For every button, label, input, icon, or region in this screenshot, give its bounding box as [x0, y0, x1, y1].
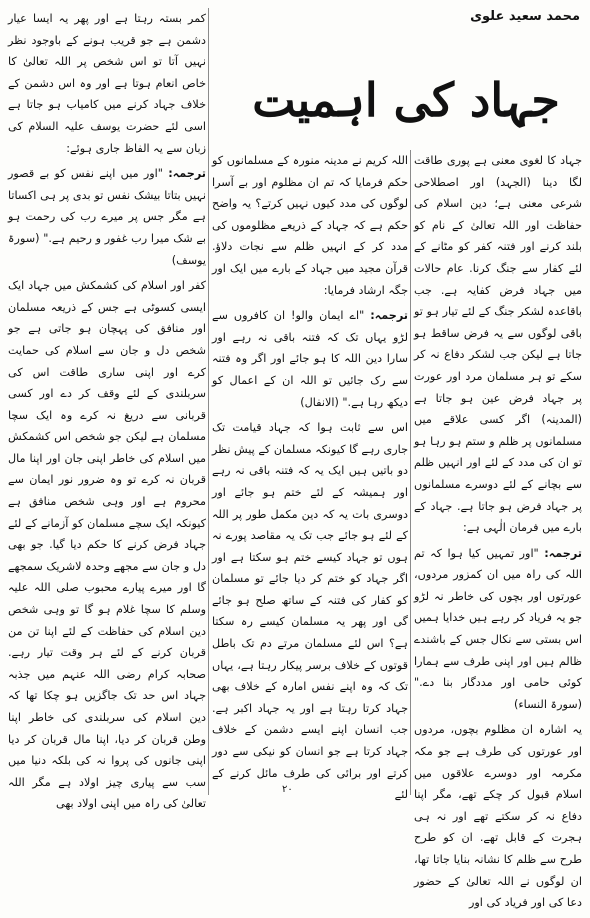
translation-label: ترجمہ:	[168, 167, 207, 181]
translation-label: ترجمہ:	[370, 309, 408, 323]
paragraph-text: "اے ایمان والو! ان کافروں سے لڑو یہاں تک کہ فتنہ باقی نہ رہے اور سارا دین اللہ کا ہو جائے اور اگر وہ فتنہ سے رک جائیں تو اللہ ان کے اعمال کو دیکھ رہا ہے." (الانفال)	[212, 309, 408, 409]
paragraph	[212, 150, 408, 301]
translation-label: ترجمہ:	[544, 546, 582, 560]
paragraph-text: یہ اشارہ ان مظلوم بچوں، مردوں اور عورتوں کی طرف ہے جو مکہ مکرمہ اور دوسرے علاقوں میں اسلام قبول کر چکے تھے، مگر اپنا دفاع نہ کر سکتے تھے اور نہ ہی ہجرت کے قابل تھے. ان کو طرح طرح سے ظلم کا نشانہ بنایا جاتا تھا، ان لوگوں نے اللہ تعالیٰ کے حضور دعا کی اور فریاد کی اور	[414, 723, 582, 910]
paragraph-text: کفر اور اسلام کی کشمکش میں جہاد ایک ایسی کسوٹی ہے جس کے ذریعہ مسلمان اور منافق کی پہچان ہو جاتی ہے جو شخص دل و جان سے اسلام کی حمایت کرے اور اپنی ساری طاقت اس کی سربلندی کے لئے وقف کر دے اور کسی قربانی سے دریغ نہ کرے وہ ایک سچا مسلمان ہے لیکن جو شخص اس کشمکش میں اسلام کی خاطر اپنی جان اور اپنا مال قربان نہ کرے تو وہ ضرور نور ایمان سے محروم ہے اور وہی شخص منافق ہے کیونکہ ایک سچے مسلمان کو آزمانے کے لئے جہاد فرض کرنے کا حکم دیا گیا. جو بھی دل و جان سے مجھے وحدہ لاشریک سمجھے گا اور میرے پیارے محبوب صلی اللہ علیہ وسلم کا سچا غلام ہو گا تو وہی شخص دین اسلام کی حفاظت کے لئے اپنا تن من قربان کرنے کے لئے ہر وقت تیار رہے. صحابہ کرام رضی اللہ عنہم میں جذبہ جہاد اس حد تک جاگزیں ہو چکا تھا کہ دین اسلام کی سربلندی کی خاطر اپنا وطن قربان کر دیا، اپنا مال قربان کر دیا اپنی جانوں کی پروا نہ کی بلکہ دنیا میں سب سے پیاری چیز اولاد ہے مگر اللہ تعالیٰ کی راہ میں اپنی اولاد بھی	[8, 279, 206, 811]
paragraph	[414, 719, 582, 913]
paragraph	[414, 150, 582, 539]
column-divider	[410, 150, 411, 795]
paragraph	[414, 543, 582, 716]
article-title: جہاد کی اہمیت	[252, 73, 560, 127]
paragraph-text: "اور میں اپنے نفس کو بے قصور نہیں بتاتا بیشک نفس تو بدی پر ہی اکساتا ہے مگر جس پر میرے رب کی رحمت ہو بے شک میرا رب غفور و رحیم ہے." (سورۃ یوسف)	[8, 167, 206, 267]
paragraph	[212, 305, 408, 413]
paragraph-text: جہاد کا لغوی معنی ہے پوری طاقت لگا دینا (الجہد) اور اصطلاحی شرعی معنی ہے؛ دین اسلام کی حفاظت اور اللہ تعالیٰ کے نام کو بلند کرنے اور فتنہ کفر کو مٹانے کے لئے کفار سے جنگ کرنا. عام حالات میں جہاد فرض کفایہ ہے. جب باقاعدہ لشکر جنگ کے لئے تیار ہو تو باقی لوگوں سے یہ فرض ساقط ہو جاتا ہے لیکن جب لشکر دفاع نہ کر سکے تو ہر مسلمان مرد اور عورت پر جہاد فرض عین ہو جاتا ہے (المدینہ) اگر کسی علاقے میں مسلمانوں پر ظلم و ستم ہو رہا ہو تو ان کی مدد کے لئے اور انہیں ظلم سے بچانے کے لئے دوسرے مسلمانوں پر جہاد فرض ہو جاتا ہے. جہاد کے بارے میں فرمان الٰہی ہے:	[414, 154, 582, 535]
left-column	[8, 8, 206, 819]
column-divider	[208, 8, 209, 795]
paragraph	[8, 8, 206, 159]
middle-column	[212, 150, 408, 810]
paragraph-text: کمر بستہ رہتا ہے اور پھر یہ ایسا عیار دشمن ہے جو قریب ہونے کے باوجود نظر نہیں آتا تو اس شخص پر اللہ تعالیٰ کا خاص انعام ہوتا ہے اور وہ اس دشمن کے خلاف جہاد کرنے میں کامیاب ہو جاتا ہے اسی لئے حضرت یوسف علیہ السلام کی زبان سے یہ الفاظ جاری ہوئے:	[8, 12, 206, 155]
paragraph	[8, 163, 206, 271]
paragraph-text: "اور تمہیں کیا ہوا کہ تم اللہ کی راہ میں ان کمزور مردوں، عورتوں اور بچوں کی خاطر نہ لڑو جو یہ فریاد کر رہے ہیں خدایا ہمیں اس بستی سے نکال جس کے باشندے ظالم ہیں اور اپنی طرف سے ہمارا کوئی حامی اور مددگار بنا دے." (سورۃ النساء)	[414, 546, 582, 711]
author-name: محمد سعید علوی	[470, 9, 580, 24]
paragraph	[8, 275, 206, 815]
paragraph	[212, 417, 408, 806]
right-column	[414, 150, 582, 918]
paragraph-text: اس سے ثابت ہوا کہ جہاد قیامت تک جاری رہے گا کیونکہ مسلمان کے پیش نظر دو باتیں ہیں ایک یہ کہ فتنہ باقی نہ رہے اور ہمیشہ کے لئے ختم ہو جائے اور دوسری بات یہ کہ دین مکمل طور پر اللہ کے لئے ہو جائے جب تک یہ مقاصد پورے نہ ہوں تو جہاد کیسے ختم ہو سکتا ہے اور اگر جہاد کو ختم کر دیا جائے تو مسلمان کو کفار کی فتنہ کے ساتھ صلح ہو جائے گی اور پھر یہ مسلمان کیسے رہ سکتا ہے؟ اس لئے مسلمان مرتے دم تک باطل قوتوں کے خلاف برسر پیکار رہتا ہے، یہاں تک کہ وہ اپنے نفس امارہ کے خلاف بھی جہاد کرتا رہتا ہے اور یہ جہاد اکبر ہے. جب انسان اپنے ایسے دشمن کے خلاف جہاد کرتا ہے جو انسان کو نیکی سے دور کرتے اور برائی کی طرف مائل کرنے کے لئے	[212, 421, 408, 802]
paragraph-text: اللہ کریم نے مدینہ منورہ کے مسلمانوں کو حکم فرمایا کہ تم ان مظلوم اور بے آسرا لوگوں کی مدد کیوں نہیں کرتے؟ یہ واضح حکم ہے کہ جہاد کے ذریعے مظلوموں کی مدد کر کے انہیں ظلم سے نجات دلاؤ. قرآن مجید میں جہاد کے بارے میں ایک اور جگہ ارشاد فرمایا:	[212, 154, 408, 297]
page-number: ۲۰	[282, 784, 293, 795]
